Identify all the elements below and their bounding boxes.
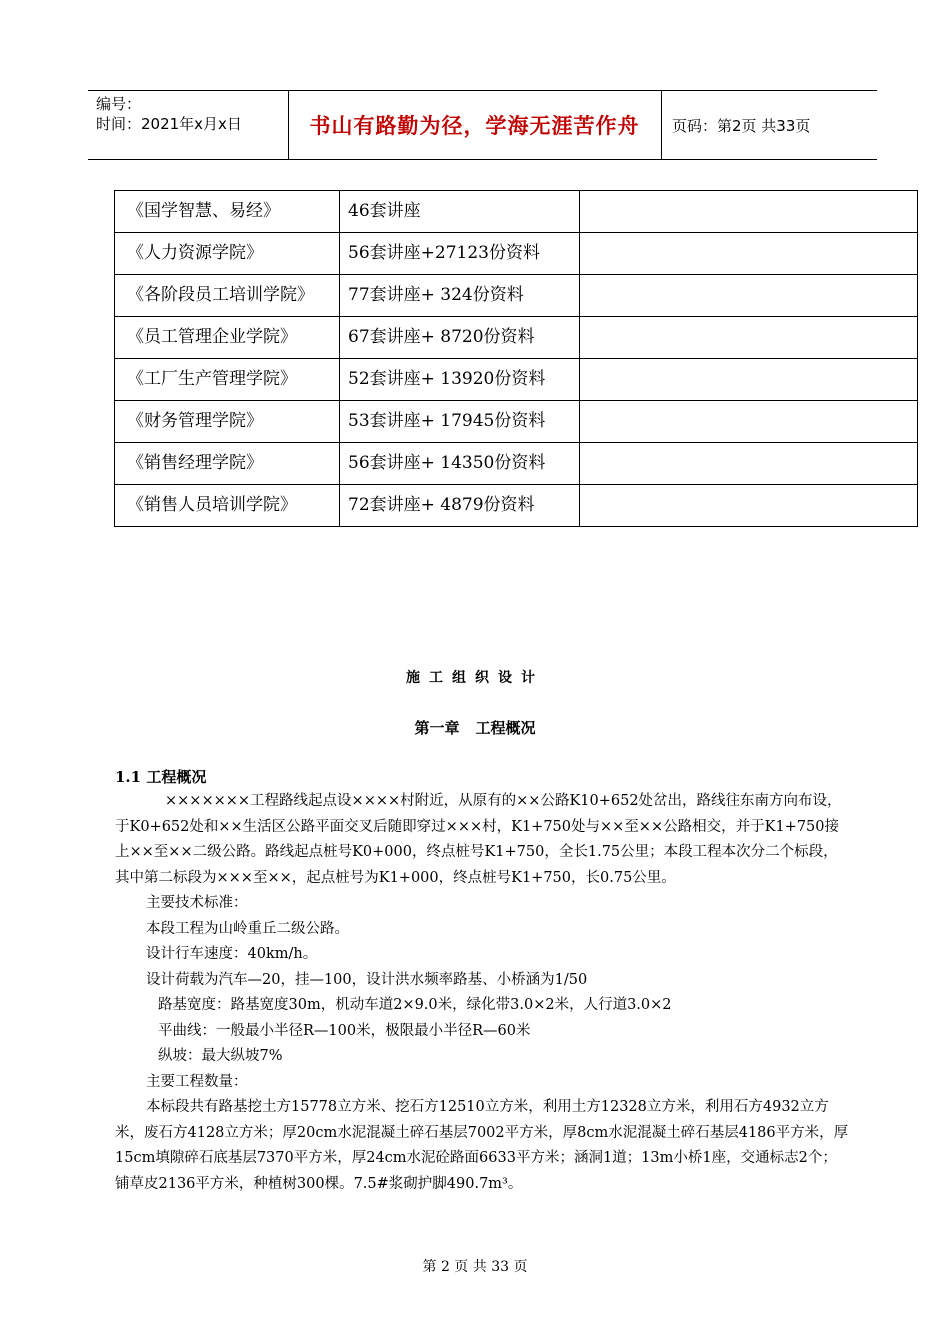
- course-count: 72套讲座+ 4879份资料: [340, 485, 580, 527]
- course-count: 52套讲座+ 13920份资料: [340, 359, 580, 401]
- table-row: [115, 443, 918, 485]
- course-extra: [580, 233, 918, 275]
- table-row: [115, 275, 918, 317]
- header-number-label: 编号：: [96, 95, 142, 113]
- chapter-number: 第一章: [414, 719, 460, 737]
- course-name: 《国学智慧、易经》: [115, 191, 340, 233]
- tech-standard-item: 路基宽度：路基宽度30m，机动车道2×9.0米，绿化带3.0×2米，人行道3.0×2: [158, 997, 672, 1013]
- header-page-cell: [662, 91, 877, 159]
- course-extra: [580, 191, 918, 233]
- course-name: 《员工管理企业学院》: [115, 317, 340, 359]
- course-name: 《销售经理学院》: [115, 443, 340, 485]
- course-name: 《各阶段员工培训学院》: [115, 275, 340, 317]
- course-name: 《财务管理学院》: [115, 401, 340, 443]
- course-extra: [580, 443, 918, 485]
- section-heading: 1.1 工程概况: [115, 768, 207, 786]
- overview-paragraph: ×××××××工程路线起点设××××村附近，从原有的××公路K10+652处岔出，路线往东南方向布设，于K0+652处和××生活区公路平面交叉后随即穿过×××村，K1+750处与××至××公路相交，并于K1+750接上××至××二级公路。路线起点桩号K0+000，终点桩号K1+750，全长1.75公里；本段工程本次分二个标段，其中第二标段为×××至××，起点桩号为K1+000，终点桩号K1+750，长0.75公里。: [115, 793, 842, 886]
- table-row: [115, 359, 918, 401]
- table-row: [115, 485, 918, 527]
- chapter-title: 工程概况: [475, 719, 536, 737]
- course-table: [114, 190, 918, 527]
- tech-standard-item: 本段工程为山岭重丘二级公路。: [146, 920, 349, 937]
- course-name: 《工厂生产管理学院》: [115, 359, 340, 401]
- header-motto: 书山有路勤为径，学海无涯苦作舟: [309, 114, 640, 138]
- header-info-cell: [88, 91, 289, 159]
- tech-standards-label: 主要技术标准：: [146, 895, 248, 911]
- page-footer: 第 2 页 共 33 页: [422, 1259, 528, 1275]
- page-header: [88, 90, 877, 160]
- table-row: [115, 401, 918, 443]
- course-extra: [580, 401, 918, 443]
- course-count: 56套讲座+27123份资料: [340, 233, 580, 275]
- table-row: [115, 191, 918, 233]
- course-count: 77套讲座+ 324份资料: [340, 275, 580, 317]
- table-row: [115, 317, 918, 359]
- quantities-paragraph: 本标段共有路基挖土方15778立方米、挖石方12510立方米，利用土方12328立方米，利用石方4932立方米，废石方4128立方米；厚20cm水泥混凝土碎石基层7002平方米，厚8cm水泥混凝土碎石基层4186平方米，厚15cm填隙碎石底基层7370平方米，厚24cm水泥砼路面6633平方米；涵洞1道；13m小桥1座，交通标志2个；铺草皮2136平方米，种植树300棵。7.5#浆砌护脚490.7m³。: [115, 1099, 849, 1192]
- header-time-label: 时间：2021年x月x日: [96, 115, 242, 133]
- quantities-label: 主要工程数量：: [146, 1073, 248, 1090]
- document-body: [115, 789, 850, 1197]
- course-count: 46套讲座: [340, 191, 580, 233]
- course-name: 《人力资源学院》: [115, 233, 340, 275]
- course-count: 53套讲座+ 17945份资料: [340, 401, 580, 443]
- header-motto-cell: [288, 91, 662, 159]
- chapter-heading: [0, 717, 950, 738]
- course-count: 67套讲座+ 8720份资料: [340, 317, 580, 359]
- header-page-label: 页码：第2页 共33页: [672, 116, 811, 135]
- course-name: 《销售人员培训学院》: [115, 485, 340, 527]
- tech-standard-item: 平曲线：一般最小半径R—100米，极限最小半径R—60米: [158, 1022, 531, 1039]
- course-extra: [580, 485, 918, 527]
- course-extra: [580, 359, 918, 401]
- course-extra: [580, 275, 918, 317]
- table-row: [115, 233, 918, 275]
- tech-standard-item: 纵坡：最大纵坡7%: [158, 1048, 283, 1064]
- document-title: 施工组织设计: [406, 670, 544, 686]
- course-count: 56套讲座+ 14350份资料: [340, 443, 580, 485]
- course-extra: [580, 317, 918, 359]
- tech-standard-item: 设计荷载为汽车—20，挂—100，设计洪水频率路基、小桥涵为1/50: [146, 971, 588, 988]
- tech-standard-item: 设计行车速度：40km/h。: [146, 946, 318, 962]
